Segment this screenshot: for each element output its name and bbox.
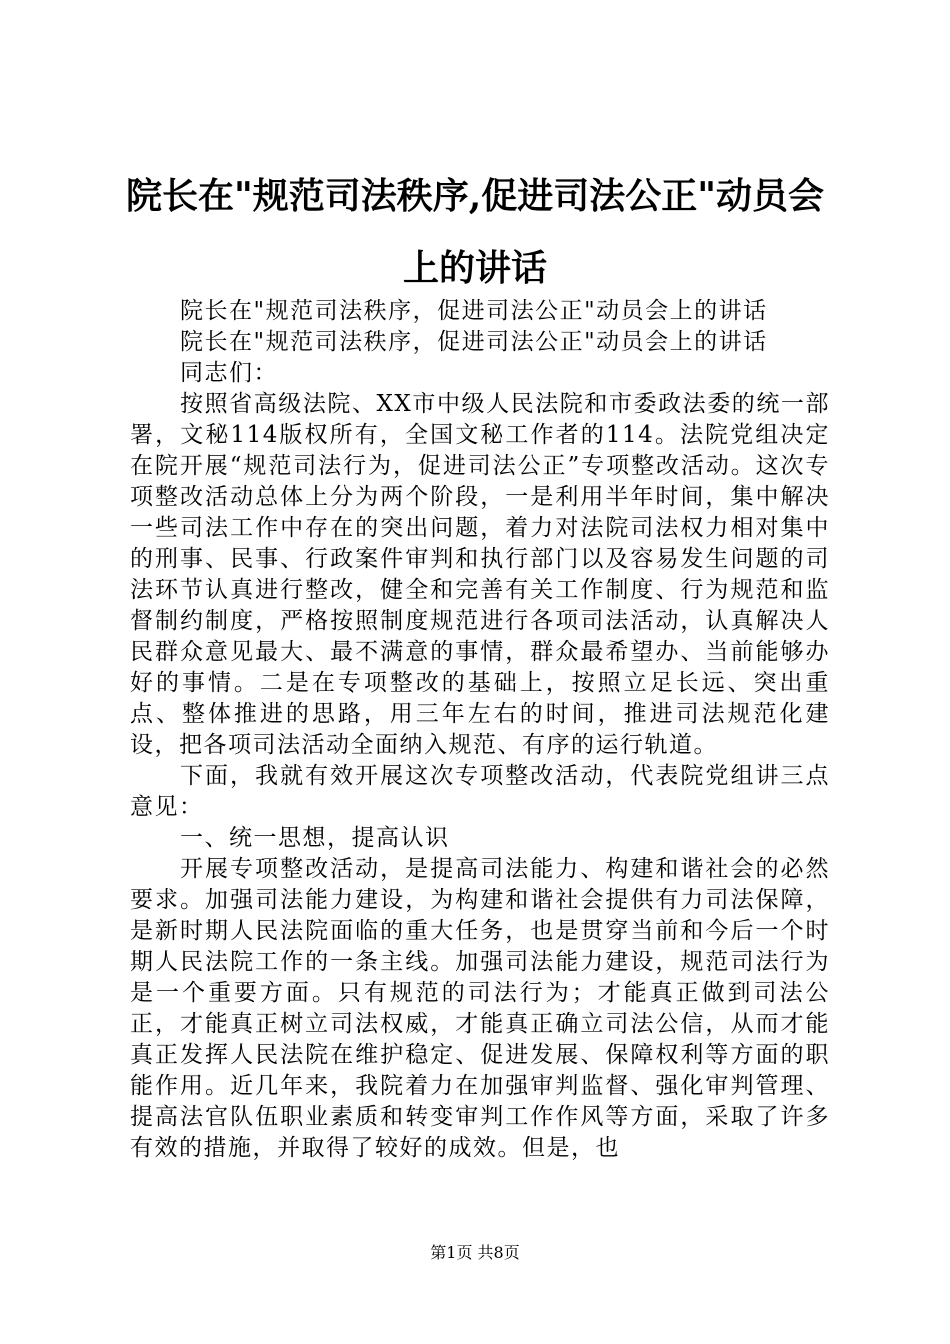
paragraph-salutation: 同志们： [180,360,278,386]
page-footer: 第1页 共8页 [430,1243,520,1262]
document-body [130,296,830,1164]
document-title: 院长在"规范司法秩序,促进司法公正"动员会上的讲话 [125,175,825,289]
paragraph-transition: 下面，我就有效开展这次专项整改活动，代表院党组讲三点意见： [130,763,830,820]
paragraph-subtitle-2: 院长在"规范司法秩序，促进司法公正"动员会上的讲话 [180,329,768,355]
paragraph-section-1: 开展专项整改活动，是提高司法能力、构建和谐社会的必然要求。加强司法能力建设，为构建和谐社会提供有力司法保障，是新时期人民法院面临的重大任务，也是贯穿当前和今后一个时期人民法院工作的一条主线。加强司法能力建设，规范司法行为是一个重要方面。只有规范的司法行为；才能真正做到司法公正，才能真正树立司法权威，才能真正确立司法公信，从而才能真正发挥人民法院在维护稳定、促进发展、保障权利等方面的职能作用。近几年来，我院着力在加强审判监督、强化审判管理、提高法官队伍职业素质和转变审判工作作风等方面，采取了许多有效的措施，并取得了较好的成效。但是，也 [130,856,830,1161]
paragraph-subtitle-1: 院长在"规范司法秩序，促进司法公正"动员会上的讲话 [180,298,768,324]
paragraph-intro: 按照省高级法院、XX市中级人民法院和市委政法委的统一部署，文秘114版权所有，全国文秘工作者的114。法院党组决定在院开展“规范司法行为，促进司法公正”专项整改活动。这次专项整改活动总体上分为两个阶段，一是利用半年时间，集中解决一些司法工作中存在的突出问题，着力对法院司法权力相对集中的刑事、民事、行政案件审判和执行部门以及容易发生问题的司法环节认真进行整改，健全和完善有关工作制度、行为规范和监督制约制度，严格按照制度规范进行各项司法活动，认真解决人民群众意见最大、最不满意的事情，群众最希望办、当前能够办好的事情。二是在专项整改的基础上，按照立足长远、突出重点、整体推进的思路，用三年左右的时间，推进司法规范化建设，把各项司法活动全面纳入规范、有序的运行轨道。 [130,391,830,758]
section-heading-1: 一、统一思想，提高认识 [180,825,450,851]
